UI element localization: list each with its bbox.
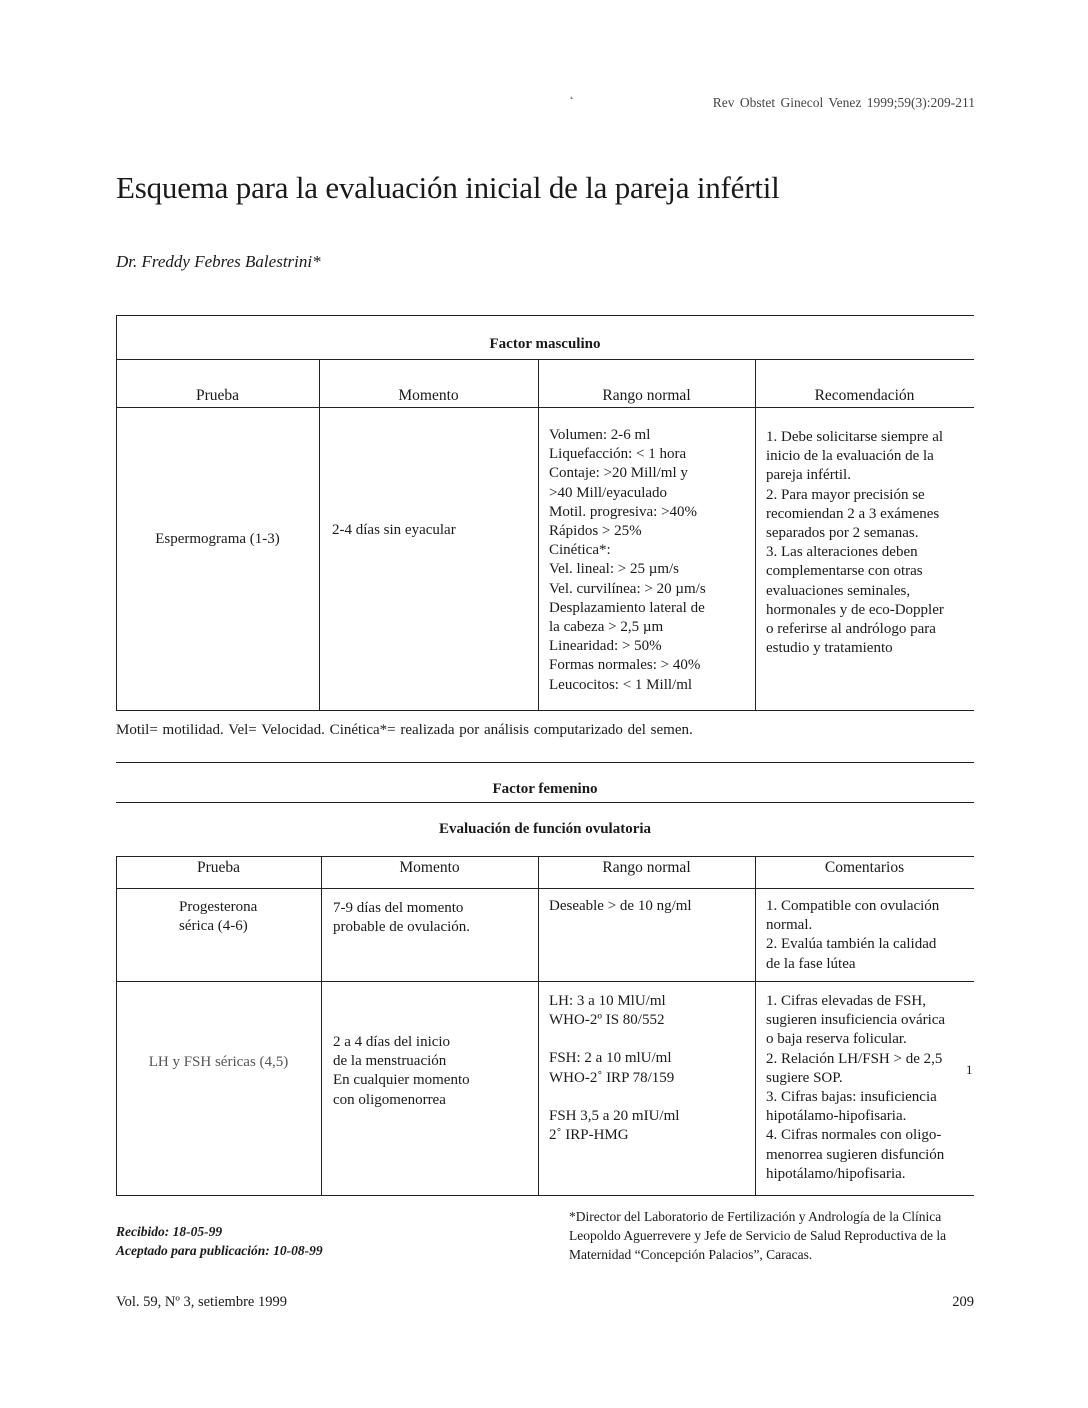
cell-line: hipotálamo-hipofisaria. [766,1108,907,1125]
cell-line: 2. Relación LH/FSH > de 2,5 [766,1050,943,1067]
cell-prueba: Espermograma (1-3) [155,531,280,547]
recommendation-line: complementarse con otras [766,563,923,580]
cell-line: 7-9 días del momento [333,900,464,916]
range-line: Vel. curvilínea: > 20 µm/s [549,580,706,597]
recommendation-line: inicio de la evaluación de la [766,448,934,465]
cell-line: En cualquier momento [333,1072,470,1089]
recommendation-line: separados por 2 semanas. [766,525,919,542]
range-line: Formas normales: > 40% [549,657,701,674]
range-line: Linearidad: > 50% [549,638,662,655]
cell-line: LH: 3 a 10 MlU/ml [549,993,666,1009]
recommendation-line: evaluaciones seminales, [766,582,911,599]
header-momento: Momento [398,387,459,404]
recommendation-line: recomiendan 2 a 3 exámenes [766,505,940,522]
cell-prueba-lh-fsh [116,1053,321,1072]
header-momento: Momento [399,859,460,876]
cell-line: de la fase lútea [766,955,856,972]
cell-line: o baja reserva folicular. [766,1031,907,1048]
received-dates [116,1222,323,1260]
column-divider [755,359,756,711]
cell-line [549,1088,679,1107]
cell-line: 1. Cifras elevadas de FSH, [766,993,926,1009]
cell-line: 2. Evalúa también la calidad [766,936,937,953]
cell-line: probable de ovulación. [333,919,471,936]
margin-mark: 1 [966,1062,973,1077]
cell-line: 3. Cifras bajas: insuficiencia [766,1089,937,1106]
range-line: Volumen: 2-6 ml [549,427,651,443]
recommendation-line: 1. Debe solicitarse siempre al [766,429,944,445]
cell-momento: 2-4 días sin eyacular [332,522,456,538]
cell-momento-progesterona [333,899,470,937]
author-affiliation-footnote: *Director del Laboratorio de Fertilización y Andrología de la Clínica Leopoldo Aguerrevere y Jefe de Servicio de Salud Reproductiva de la Maternidad “Concepción Palacios”, Caracas. [569,1209,947,1262]
cell-line: 2 a 4 días del inicio [333,1034,451,1050]
cell-line: Deseable > de 10 ng/ml [549,898,692,914]
cell-line: WHO-2º IS 80/552 [549,1012,665,1029]
cell-line: con oligomenorrea [333,1091,446,1108]
cell-line: sérica (4-6) [179,918,248,935]
accepted-date: Aceptado para publicación: 10-08-99 [116,1243,323,1258]
range-line: Rápidos > 25% [549,523,642,540]
table-rule [116,888,974,889]
male-table-caption: Factor masculino [489,336,601,352]
range-line: Vel. lineal: > 25 µm/s [549,561,680,578]
column-divider [321,856,322,1196]
section-rule [116,762,974,763]
cell-rango-progesterona [549,897,692,916]
header-rango-normal: Rango normal [602,859,691,876]
recommendation-line: pareja infértil. [766,467,851,484]
range-line: >40 Mill/eyaculado [549,484,668,501]
header-rango-normal: Rango normal [602,387,691,404]
cell-line: 2˚ IRP-HMG [549,1127,629,1144]
table-rule [116,981,974,982]
author-name: Dr. Freddy Febres Balestrini* [116,252,321,271]
column-divider [319,359,320,711]
header-prueba: Prueba [196,859,241,876]
column-divider [755,856,756,1196]
recommendation-line: o referirse al andrólogo para [766,621,936,638]
range-line: Desplazamiento lateral de [549,599,705,616]
recommendation-line: 3. Las alteraciones deben [766,544,918,561]
cell-line: 1. Compatible con ovulación [766,898,940,914]
cell-rango-lh-fsh [549,992,679,1145]
range-line: Contaje: >20 Mill/ml y [549,465,688,482]
recommendation-line: estudio y tratamiento [766,640,893,657]
cell-line: FSH 3,5 a 20 mIU/ml [549,1107,680,1124]
cell-line: WHO-2˚ IRP 78/159 [549,1069,675,1086]
cell-line: 4. Cifras normales con oligo- [766,1127,942,1144]
header-recomendacion: Recomendación [814,387,915,404]
stray-mark: ˛ [570,88,574,100]
cell-line: hipotálamo/hipofisaria. [766,1165,906,1182]
cell-recomendacion [766,428,974,658]
cell-line: normal. [766,917,813,934]
table-rule [116,359,974,360]
female-section-caption: Factor femenino [492,781,598,797]
cell-comentarios-progesterona [766,897,974,974]
received-date: Recibido: 18-05-99 [116,1224,223,1239]
range-line: Motil. progresiva: >40% [549,503,698,520]
cell-line: FSH: 2 a 10 mlU/ml [549,1050,672,1067]
cell-line: de la menstruación [333,1053,447,1070]
table-rule [116,407,974,408]
header-prueba: Prueba [195,387,240,404]
range-line: Cinética*: [549,542,611,559]
range-line: la cabeza > 2,5 µm [549,619,664,636]
cell-line [549,1030,679,1049]
article-title: Esquema para la evaluación inicial de la pareja infértil [116,170,780,205]
cell-line: sugieren insuficiencia ovárica [766,1012,946,1029]
page-number: 209 [952,1294,974,1310]
cell-line: menorrea sugieren disfunción [766,1146,945,1163]
abbreviations-note: Motil= motilidad. Vel= Velocidad. Cinética*= realizada por análisis computarizado del semen. [116,722,693,738]
cell-line: LH y FSH séricas (4,5) [148,1054,289,1070]
column-divider [538,856,539,1196]
journal-citation: Rev Obstet Ginecol Venez 1999;59(3):209-211 [712,95,975,110]
recommendation-line: hormonales y de eco-Doppler [766,601,944,618]
cell-line: Progesterona [179,899,258,915]
cell-line: sugiere SOP. [766,1069,843,1086]
issue-info: Vol. 59, Nº 3, setiembre 1999 [116,1294,287,1310]
cell-momento-lh-fsh [333,1033,470,1110]
cell-rango-normal [549,426,706,695]
column-divider [538,359,539,711]
range-line: Liquefacción: < 1 hora [549,446,687,463]
section-rule [116,802,974,803]
cell-comentarios-lh-fsh [766,992,974,1184]
range-line: Leucocitos: < 1 Mill/ml [549,676,693,693]
header-comentarios: Comentarios [824,859,905,876]
ovulatory-subcaption: Evaluación de función ovulatoria [438,821,652,837]
recommendation-line: 2. Para mayor precisión se [766,486,925,503]
cell-prueba-progesterona [179,898,257,936]
